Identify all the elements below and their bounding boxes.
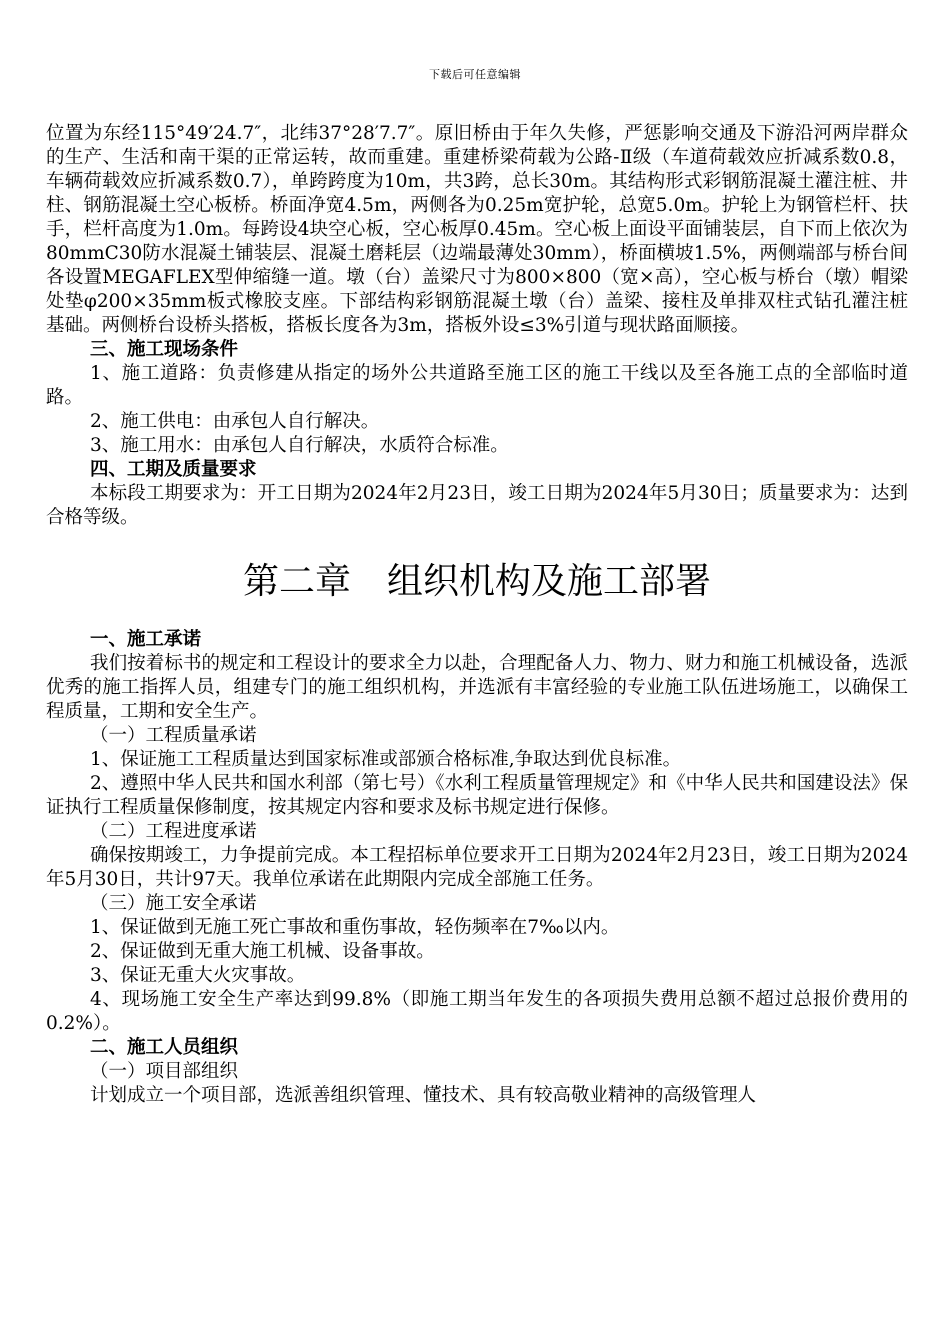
list-item: 2、保证做到无重大施工机械、设备事故。 bbox=[90, 941, 435, 962]
list-item: 1、保证施工工程质量达到国家标准或部颁合格标准,争取达到优良标准。 bbox=[90, 749, 682, 770]
list-item: 2、遵照中华人民共和国水利部（第七号）《水利工程质量管理规定》和《中华人民共和国建设法》保证执行工程质量保修制度，按其规定内容和要求及标书规定进行保修。 bbox=[46, 773, 908, 818]
subheading-quality-commitment: （一）工程质量承诺 bbox=[90, 725, 257, 746]
list-item: 4、现场施工安全生产率达到99.8%（即施工期当年发生的各项损失费用总额不超过总报价费用的0.2%）。 bbox=[46, 989, 908, 1034]
list-item: 3、保证无重大火灾事故。 bbox=[90, 965, 306, 986]
section-heading-schedule-quality: 四、工期及质量要求 bbox=[90, 459, 257, 480]
paragraph-progress: 确保按期竣工，力争提前完成。本工程招标单位要求开工日期为2024年2月23日，竣工日期为2024年5月30日，共计97天。我单位承诺在此期限内完成全部施工任务。 bbox=[46, 845, 908, 890]
subheading-safety-commitment: （三）施工安全承诺 bbox=[90, 893, 257, 914]
paragraph-water-supply: 3、施工用水：由承包人自行解决，水质符合标准。 bbox=[90, 435, 509, 456]
paragraph-schedule: 本标段工期要求为：开工日期为2024年2月23日，竣工日期为2024年5月30日；质量要求为：达到合格等级。 bbox=[46, 483, 908, 528]
paragraph-power-supply: 2、施工供电：由承包人自行解决。 bbox=[90, 411, 380, 432]
paragraph-construction-road: 1、施工道路：负责修建从指定的场外公共道路至施工区的施工干线以及至各施工点的全部临时道路。 bbox=[46, 363, 908, 408]
section-heading-commitment: 一、施工承诺 bbox=[90, 629, 202, 650]
section-heading-personnel: 二、施工人员组织 bbox=[90, 1037, 239, 1058]
paragraph-commitment: 我们按着标书的规定和工程设计的要求全力以赴，合理配备人力、物力、财力和施工机械设备，选派优秀的施工指挥人员，组建专门的施工组织机构，并选派有丰富经验的专业施工队伍进场施工，以确保工程质量，工期和安全生产。 bbox=[46, 653, 908, 722]
subheading-progress-commitment: （二）工程进度承诺 bbox=[90, 821, 257, 842]
paragraph-bridge-description: 位置为东经115°49′24.7″，北纬37°28′7.7″。原旧桥由于年久失修，严惩影响交通及下游沿河两岸群众的生产、生活和南干渠的正常运转，故而重建。重建桥梁荷载为公路-Ⅱ级（车道荷载效应折减系数0.8，车辆荷载效应折减系数0.7），单跨跨度为10m，共3跨，总长30m。其结构形式彩钢筋混凝土灌注桩、井柱、钢筋混凝土空心板桥。桥面净宽4.5m，两侧各为0.25m宽护轮，总宽5.0m。护轮上为钢管栏杆、扶手，栏杆高度为1.0m。每跨设4块空心板，空心板厚0.45m。空心板上面设平面铺装层，自下而上依次为80mmC30防水混凝土铺装层、混凝土磨耗层（边端最薄处30mm），桥面横坡1.5%，两侧端部与桥台间各设置MEGAFLEX型伸缩缝一道。墩（台）盖梁尺寸为800×800（宽×高），空心板与桥台（墩）帽梁处垫φ200×35mm板式橡胶支座。下部结构彩钢筋混凝土墩（台）盖梁、接柱及单排双柱式钻孔灌注桩基础。两侧桥台设桥头搭板，搭板长度各为3m，搭板外设≤3%引道与现状路面顺接。 bbox=[46, 123, 908, 336]
list-item: 1、保证做到无施工死亡事故和重伤事故，轻伤频率在7‰以内。 bbox=[90, 917, 620, 938]
page-header: 下载后可任意编辑 bbox=[429, 68, 521, 81]
section-heading-site-conditions: 三、施工现场条件 bbox=[90, 339, 239, 360]
paragraph-project-department: 计划成立一个项目部，选派善组织管理、懂技术、具有较高敬业精神的高级管理人 bbox=[90, 1085, 757, 1106]
subheading-project-department: （一）项目部组织 bbox=[90, 1061, 239, 1082]
chapter-title: 第二章 组织机构及施工部署 bbox=[242, 561, 711, 602]
document-body bbox=[46, 122, 908, 1108]
